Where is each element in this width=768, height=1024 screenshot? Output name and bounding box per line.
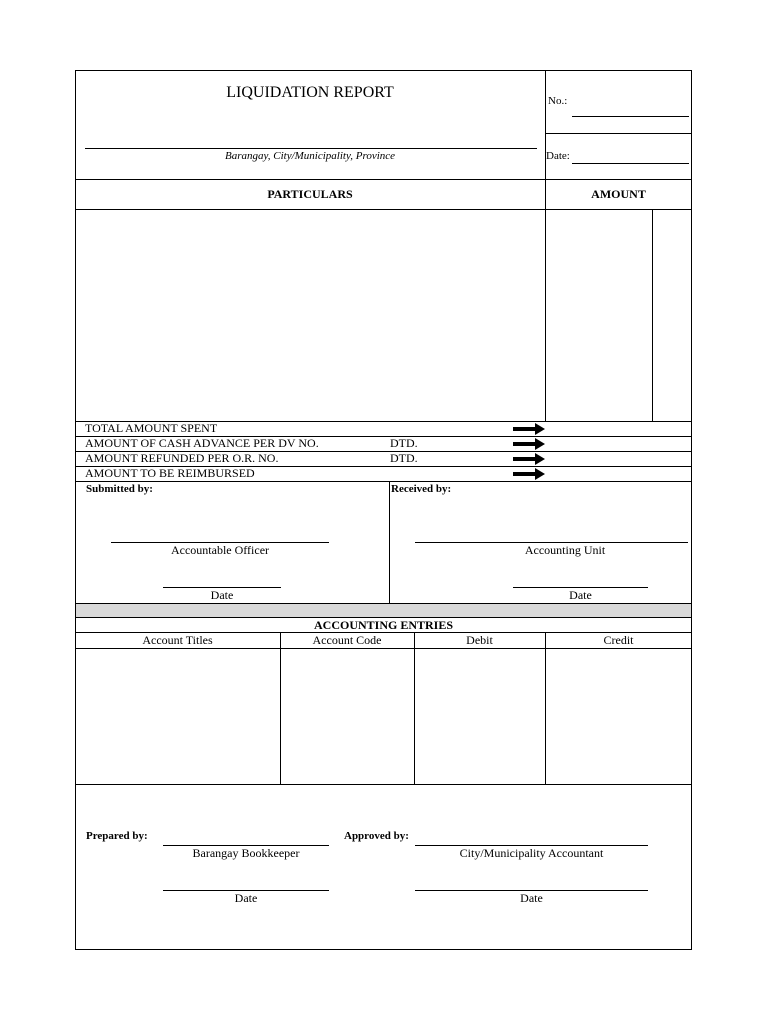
prepared-by-label: Prepared by: [86,830,148,842]
report-title: LIQUIDATION REPORT [226,84,394,101]
header-bottom-line [75,179,692,180]
received-date-caption: Date [569,588,592,602]
refunded-dtd: DTD. [390,451,418,465]
submitted-by-label: Submitted by: [86,483,153,495]
prepared-date-caption: Date [234,891,258,905]
no-label: No.: [548,95,568,107]
total-spent-label: TOTAL AMOUNT SPENT [85,421,218,435]
credit-cell[interactable] [546,649,691,784]
separator-band [76,603,691,617]
debit-cell[interactable] [415,649,545,784]
account-titles-cell[interactable] [76,649,280,784]
entries-bottom-line [75,784,692,785]
bookkeeper-caption: Barangay Bookkeeper [192,846,300,860]
account-code-cell[interactable] [281,649,414,784]
right-arrow-icon [513,468,545,480]
date-label: Date: [546,150,570,162]
reimbursed-label: AMOUNT TO BE REIMBURSED [85,466,255,480]
amount-area[interactable] [546,210,652,421]
entries-header-credit: Credit [603,633,634,647]
approved-date-caption: Date [520,891,543,905]
refunded-label: AMOUNT REFUNDED PER O.R. NO. [85,451,279,465]
no-date-divider [545,133,692,134]
accounting-entries-title: ACCOUNTING ENTRIES [313,618,454,632]
cash-advance-label: AMOUNT OF CASH ADVANCE PER DV NO. [85,436,319,450]
accountant-caption: City/Municipality Accountant [459,846,604,860]
particulars-area[interactable] [76,210,544,421]
right-arrow-icon [513,423,545,435]
report-frame [75,70,692,950]
no-field[interactable] [572,116,689,117]
amount-cents-divider [652,209,653,421]
accountable-officer-caption: Accountable Officer [170,543,270,557]
approved-by-label: Approved by: [344,830,409,842]
signature-divider [389,481,390,603]
summary-line-5 [75,481,692,482]
band-top-line [75,603,692,604]
entries-header-account-code: Account Code [312,633,382,647]
particulars-header: PARTICULARS [267,187,353,201]
received-by-label: Received by: [391,483,452,495]
right-arrow-icon [513,438,545,450]
date-field[interactable] [572,163,689,164]
right-arrow-icon [513,453,545,465]
location-line [85,148,537,149]
cash-advance-dtd: DTD. [390,436,418,450]
entries-header-account-titles: Account Titles [142,633,213,647]
amount-header: AMOUNT [591,187,646,201]
location-caption: Barangay, City/Municipality, Province [224,150,396,162]
accounting-unit-caption: Accounting Unit [524,543,606,557]
entries-header-debit: Debit [466,633,493,647]
submitted-date-caption: Date [210,588,234,602]
